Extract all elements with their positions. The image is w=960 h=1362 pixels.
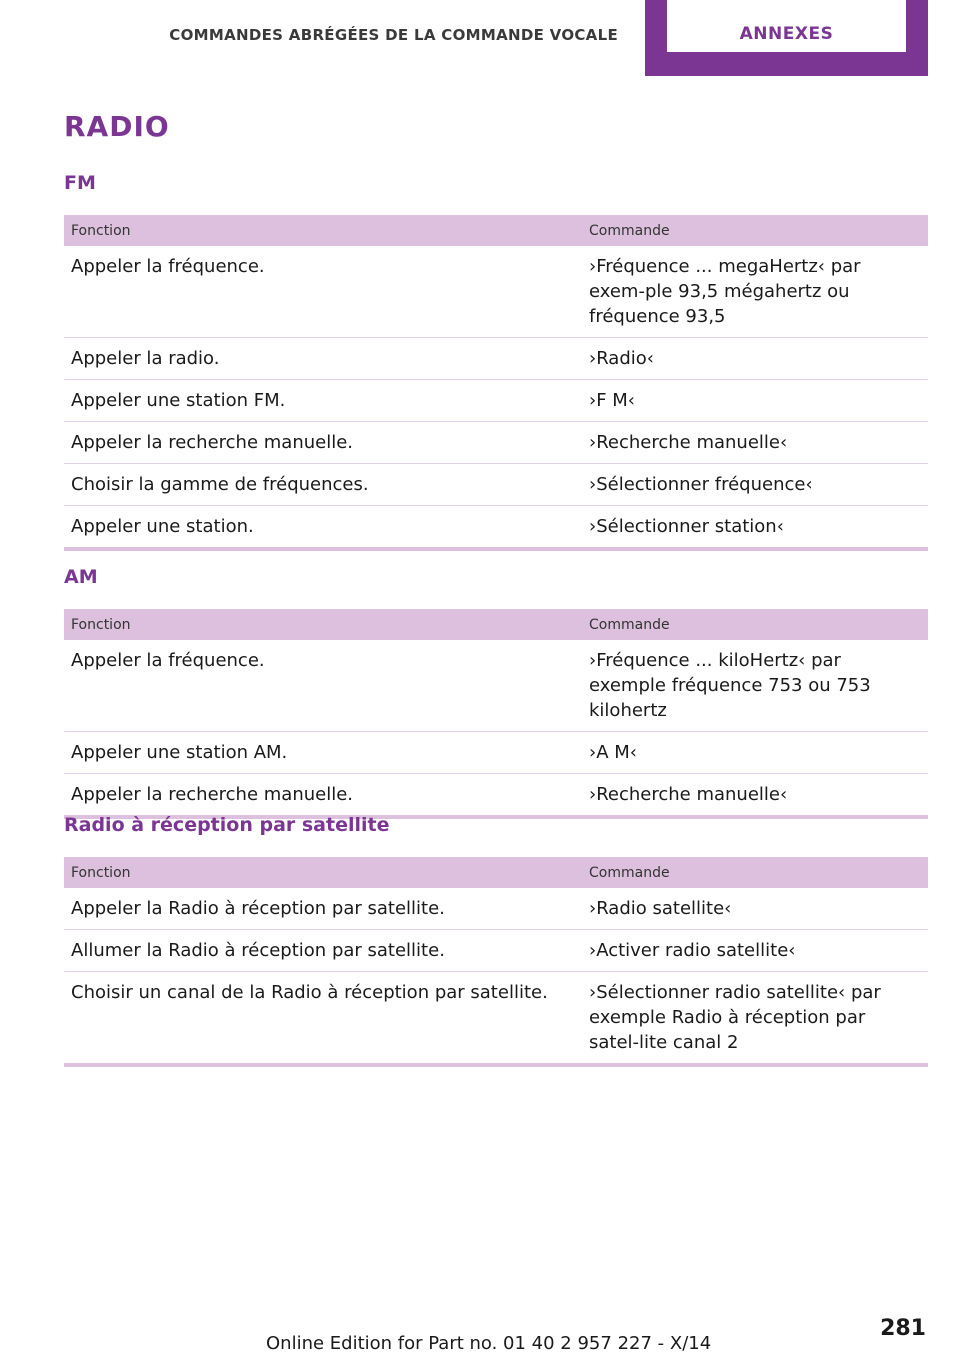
fm-table-header (64, 215, 928, 246)
function-cell: Appeler la radio. (71, 348, 220, 369)
command-cell: ›Fréquence ... megaHertz‹ par exem‐ple 93,5 mégahertz ou fréquence 93,5 (589, 256, 861, 327)
table-row (64, 505, 928, 547)
table-row (64, 731, 928, 773)
fm-header-function: Fonction (71, 222, 131, 239)
fm-table (64, 215, 928, 551)
function-cell: Appeler une station AM. (71, 742, 288, 763)
command-cell: ›Radio‹ (589, 348, 654, 369)
satellite-table (64, 857, 928, 1067)
table-row (64, 773, 928, 815)
table-row (64, 246, 928, 337)
chapter-header: COMMANDES ABRÉGÉES DE LA COMMANDE VOCALE (169, 26, 618, 44)
satellite-header-command: Commande (589, 864, 670, 881)
table-row (64, 640, 928, 731)
am-title: AM (64, 566, 98, 588)
fm-title: FM (64, 172, 96, 194)
command-cell: ›Sélectionner radio satellite‹ par exemple Radio à réception par satel‐lite canal 2 (589, 982, 881, 1053)
table-row (64, 337, 928, 379)
am-table-header (64, 609, 928, 640)
satellite-section (64, 814, 928, 1053)
satellite-title: Radio à réception par satellite (64, 814, 390, 836)
table-row (64, 421, 928, 463)
header-tab (645, 0, 928, 76)
function-cell: Appeler la fréquence. (71, 256, 265, 277)
table-row (64, 379, 928, 421)
command-cell: ›Activer radio satellite‹ (589, 940, 796, 961)
command-cell: ›Radio satellite‹ (589, 898, 732, 919)
header-tab-label: ANNEXES (667, 0, 906, 52)
command-cell: ›Sélectionner station‹ (589, 516, 784, 537)
function-cell: Appeler la recherche manuelle. (71, 784, 354, 805)
page-number: 281 (880, 1316, 926, 1341)
command-cell: ›Recherche manuelle‹ (589, 784, 788, 805)
table-row (64, 463, 928, 505)
fm-header-command: Commande (589, 222, 670, 239)
table-end-rule (64, 547, 928, 551)
function-cell: Appeler la recherche manuelle. (71, 432, 354, 453)
satellite-header-function: Fonction (71, 864, 131, 881)
command-cell: ›Recherche manuelle‹ (589, 432, 788, 453)
am-header-function: Fonction (71, 616, 131, 633)
command-cell: ›Fréquence ... kiloHertz‹ par exemple fréquence 753 ou 753 kilohertz (589, 650, 871, 721)
function-cell: Appeler la Radio à réception par satellite. (71, 898, 445, 919)
command-cell: ›Sélectionner fréquence‹ (589, 474, 813, 495)
table-row (64, 929, 928, 971)
table-row (64, 888, 928, 929)
table-row (64, 971, 928, 1063)
table-end-rule (64, 1063, 928, 1067)
command-cell: ›A M‹ (589, 742, 637, 763)
function-cell: Appeler une station FM. (71, 390, 286, 411)
satellite-table-header (64, 857, 928, 888)
am-header-command: Commande (589, 616, 670, 633)
am-section (64, 566, 928, 805)
function-cell: Appeler une station. (71, 516, 254, 537)
edition-footer: Online Edition for Part no. 01 40 2 957 227 - X/14 (266, 1333, 712, 1354)
function-cell: Choisir un canal de la Radio à réception par satellite. (71, 982, 548, 1003)
command-cell: ›F M‹ (589, 390, 636, 411)
function-cell: Appeler la fréquence. (71, 650, 265, 671)
section-title: RADIO (64, 110, 170, 143)
function-cell: Allumer la Radio à réception par satellite. (71, 940, 445, 961)
am-table (64, 609, 928, 819)
fm-section (64, 172, 928, 537)
function-cell: Choisir la gamme de fréquences. (71, 474, 369, 495)
